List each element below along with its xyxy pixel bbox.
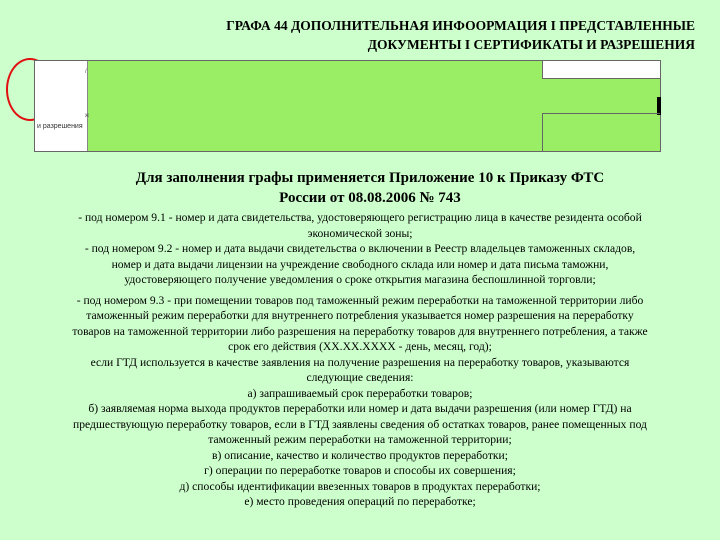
text-line: - под номером 9.2 - номер и дата выдачи свидетельства о включении в Реестр владельцев таможенных складов, <box>84 242 636 255</box>
text-line: - под номером 9.1 - номер и дата свидетельства, удостоверяющего регистрацию лица в качестве резидента особой <box>78 211 642 224</box>
text-line: предшествующую переработку товаров, если в ГТД заявлены сведения об остатках товаров, ранее помещенных под <box>73 417 647 431</box>
subtitle <box>110 168 630 208</box>
form-label: и разрешения <box>37 123 83 130</box>
body-text <box>8 210 712 510</box>
slide-title <box>100 16 695 54</box>
text-line: удостоверяющего получение уведомления о сроке открытия магазина беспошлинной торговли; <box>124 273 596 286</box>
text-line: если ГТД используется в качестве заявления на получение разрешения на переработку товаров, указываются <box>90 355 630 369</box>
form-field-44 <box>34 60 661 152</box>
text-line: - под номером 9.3 - при помещении товаров под таможенный режим переработки на таможенной территории либо <box>76 293 644 307</box>
form-bottom-right-cell <box>542 113 660 151</box>
text-line: е) место проведения операций по переработке; <box>244 495 476 508</box>
text-line: д) способы идентификации ввезенных товаров в продуктах переработки; <box>179 479 541 493</box>
text-line: г) операции по переработке товаров и способы их совершения; <box>204 464 516 477</box>
title-line-2: ДОКУМЕНТЫ І СЕРТИФИКАТЫ И РАЗРЕШЕНИЯ <box>367 37 695 52</box>
text-line: таможенный режим переработки на таможенной территории; <box>208 433 512 446</box>
text-line: в) описание, качество и количество продуктов переработки; <box>212 448 508 462</box>
text-line: а) запрашиваемый срок переработки товаров; <box>247 386 473 400</box>
text-line: следующие сведения: <box>306 371 414 384</box>
form-tick-mark: ж <box>85 113 90 119</box>
title-line-1: ГРАФА 44 ДОПОЛНИТЕЛЬНАЯ ИНФООРМАЦИЯ І ПРЕДСТАВЛЕННЫЕ <box>226 18 695 33</box>
subtitle-line-1: Для заполнения графы применяется Приложение 10 к Приказу ФТС <box>135 170 605 186</box>
text-line: таможенный режим переработки для внутреннего потребления указывается номер разрешения на переработку <box>86 309 634 322</box>
text-line: срок его действия (ХХ.ХХ.ХХХХ - день, месяц, год); <box>228 340 492 353</box>
subtitle-line-2: России от 08.08.2006 № 743 <box>279 190 461 206</box>
form-tick-mark: / <box>85 69 87 75</box>
form-top-right-cell <box>542 61 660 79</box>
form-label-column <box>35 61 88 151</box>
text-line: экономической зоны; <box>307 226 413 240</box>
text-line: товаров на таможенной территории либо разрешения на переработку товаров для внутреннего потребления, а также <box>72 324 648 338</box>
text-line: б) заявляемая норма выхода продуктов переработки или номер и дата выдачи разрешения (или номер ГТД) на <box>88 402 632 415</box>
text-line: номер и дата выдачи лицензии на учреждение свободного склада или номер и дата письма таможни, <box>111 257 609 271</box>
